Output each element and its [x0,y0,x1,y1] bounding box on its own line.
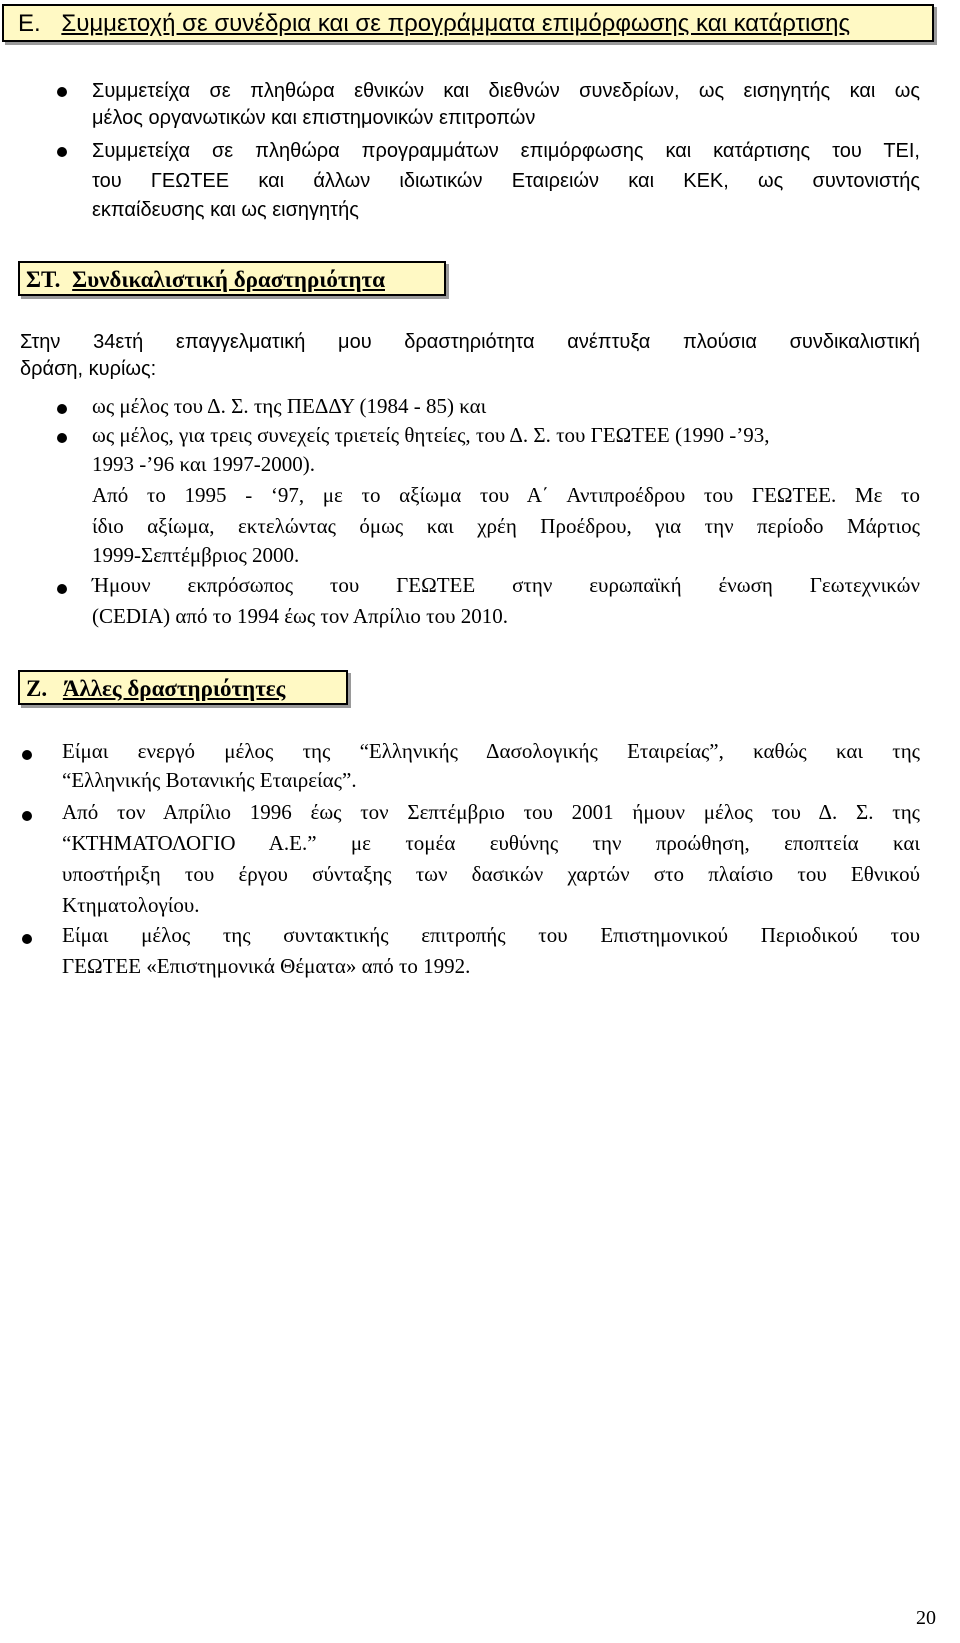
list-item-line: “ΚΤΗΜΑΤΟΛΟΓΙΟ Α.Ε.” με τομέα ευθύνης την προώθηση, εποπτεία και [62,831,920,855]
section-z-label: Ζ. [26,676,48,701]
page-number: 20 [916,1607,936,1629]
list-item-line: Ήμουν εκπρόσωπος του ΓΕΩΤΕΕ στην ευρωπαϊκή ένωση Γεωτεχνικών [92,573,920,597]
list-item-line: Είμαι ενεργό μέλος της “Ελληνικής Δασολογικής Εταιρείας”, καθώς και της [62,739,920,763]
bullet-marker [22,811,32,821]
paragraph-line: δράση, κυρίως: [20,358,157,380]
bullet-marker [22,934,32,944]
section-e-label: Ε. [18,10,41,37]
list-item-line: Συμμετείχα σε πληθώρα προγραμμάτων επιμόρφωσης και κατάρτισης του ΤΕΙ, [92,140,920,162]
bullet-marker [57,147,67,157]
section-e-title: Συμμετοχή σε συνέδρια και σε προγράμματα επιμόρφωσης και κατάρτισης [61,10,851,37]
list-item-line: “Ελληνικής Βοτανικής Εταιρείας”. [62,768,357,792]
paragraph-line: Από το 1995 - ‘97, με το αξίωμα του Α΄ Αντιπροέδρου του ΓΕΩΤΕΕ. Με το [92,483,920,507]
list-item-line: ως μέλος, για τρεις συνεχείς τριετείς θητείες, του Δ. Σ. του ΓΕΩΤΕΕ (1990 -’93, [92,423,770,447]
list-item-line: μέλος οργανωτικών και επιστημονικών επιτροπών [92,107,536,129]
section-st-heading [18,261,446,296]
list-item-line: ΓΕΩΤΕΕ «Επιστημονικά Θέματα» από το 1992. [62,954,471,978]
list-item-line: εκπαίδευσης και ως εισηγητής [92,199,359,221]
list-item-line: (CEDIA) από το 1994 έως τον Απρίλιο του 2010. [92,604,508,628]
list-item-line: του ΓΕΩΤΕΕ και άλλων ιδιωτικών Εταιρειών και ΚΕΚ, ως συντονιστής [92,170,920,192]
bullet-marker [57,584,67,594]
paragraph-line: 1999-Σεπτέμβριος 2000. [92,543,300,567]
paragraph-line: ίδιο αξίωμα, εκτελώντας όμως και χρέη Προέδρου, για την περίοδο Μάρτιος [92,514,920,538]
section-z-title: Άλλες δραστηριότητες [62,676,286,701]
bullet-marker [57,433,67,443]
list-item-line: Συμμετείχα σε πληθώρα εθνικών και διεθνών συνεδρίων, ως εισηγητής και ως [92,80,920,102]
section-z-heading [18,670,348,705]
list-item-line: ως μέλος του Δ. Σ. της ΠΕΔΔΥ (1984 - 85) και [92,394,487,418]
section-e-heading [2,4,934,42]
list-item-line: υποστήριξη του έργου σύνταξης των δασικών χαρτών στο πλαίσιο του Εθνικού [62,862,920,886]
list-item-line: 1993 -’96 και 1997-2000). [92,452,316,476]
bullet-marker [57,87,67,97]
section-st-title: Συνδικαλιστική δραστηριότητα [72,267,385,292]
list-item-line: Είμαι μέλος της συντακτικής επιτροπής του Επιστημονικού Περιοδικού του [62,923,920,947]
bullet-marker [57,404,67,414]
bullet-marker [22,750,32,760]
list-item-line: Κτηματολογίου. [62,893,200,917]
section-st-label: ΣΤ. [26,267,61,292]
list-item-line: Από τον Απρίλιο 1996 έως τον Σεπτέμβριο του 2001 ήμουν μέλος του Δ. Σ. της [62,800,920,824]
paragraph-line: Στην 34ετή επαγγελματική μου δραστηριότητα ανέπτυξα πλούσια συνδικαλιστική [20,331,920,353]
